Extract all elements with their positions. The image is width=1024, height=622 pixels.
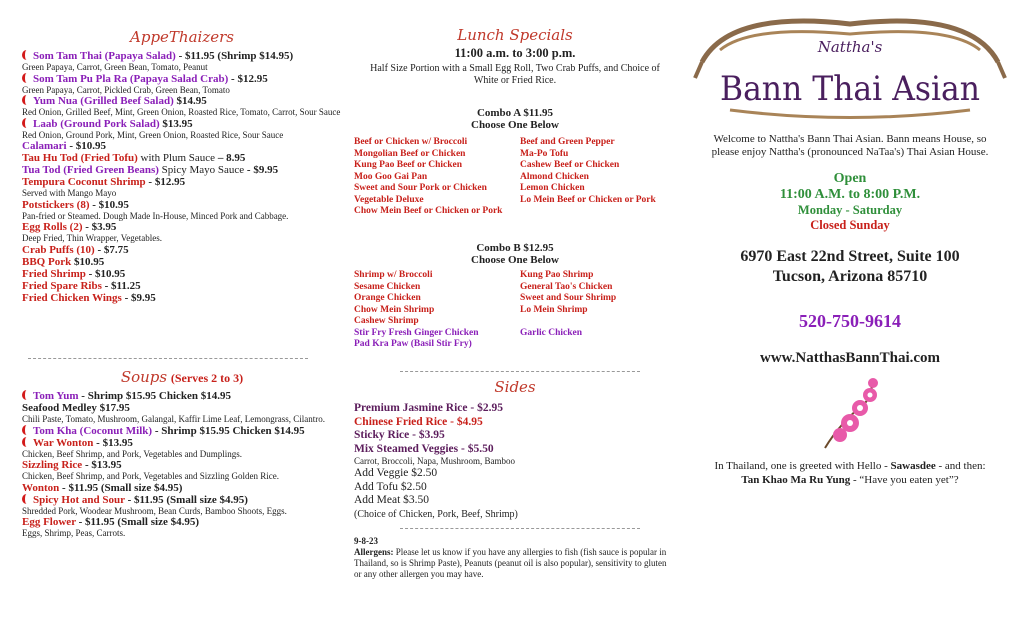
soups-section [22, 368, 342, 539]
appetizer-item [22, 140, 342, 152]
soup-item [22, 425, 342, 437]
combo-item: Beef or Chicken w/ Broccoli [354, 137, 468, 147]
appetizer-item [22, 73, 342, 85]
soup-desc: Chicken, Beef Shrimp, and Pork, Vegetables and Sizzling Golden Rice. [22, 471, 280, 481]
appetizer-name: Tau Hu Tod (Fried Tofu) [22, 152, 138, 164]
sides-section [350, 378, 680, 521]
soup-desc: Chili Paste, Tomato, Mushroom, Galangal, Kaffir Lime Leaf, Lemongrass, Cilantro. [22, 414, 325, 424]
appetizer-price: - $10.95 [66, 140, 107, 152]
appetizer-name: Tua Tod (Fried Green Beans) [22, 164, 159, 176]
logo-name-text: Bann Thai Asian [720, 69, 980, 109]
combo-item: Lemon Chicken [520, 183, 585, 193]
combo-a-title: Combo A $11.95 [476, 107, 554, 119]
appetizer-item [22, 268, 342, 280]
soups-serves: (Serves 2 to 3) [170, 371, 244, 385]
appetizer-price: - $10.95 [89, 198, 129, 211]
side-item: Add Meat $3.50 [354, 494, 430, 506]
appetizer-name: BBQ Pork [22, 255, 72, 268]
appetizer-price: - $9.95 [121, 291, 156, 304]
open-hours: 11:00 A.M. to 8:00 P.M. [779, 187, 921, 202]
open-label: Open [833, 171, 867, 186]
soup-item [22, 402, 342, 414]
combo-item: Shrimp w/ Broccoli [354, 270, 433, 280]
lunch-column [350, 0, 680, 131]
welcome-text: Welcome to Nattha's Bann Thai Asian. Bann means House, so please enjoy Nattha's (pronounced NaTaa's) Thai Asian House. [711, 133, 989, 158]
open-days: Monday - Saturday [797, 203, 903, 217]
combo-item: Sweet and Sour Pork or Chicken [354, 183, 487, 193]
appetizer-price: - $12.95 [228, 72, 268, 85]
soup-price: - Shrimp $15.95 Chicken $14.95 [152, 424, 305, 437]
greeting-part-2: - and then: [935, 460, 986, 472]
appetizer-name: Tempura Coconut Shrimp [22, 176, 146, 188]
divider [400, 371, 640, 372]
sides-title: Sides [494, 378, 536, 396]
closed-day: Closed Sunday [810, 218, 890, 232]
appetizer-item [22, 118, 342, 130]
appetizer-name: Yum Nua (Grilled Beef Salad) [33, 95, 174, 107]
soup-price: - $13.95 [82, 459, 122, 471]
chili-icon [22, 437, 31, 447]
soup-name: Egg Flower [22, 516, 76, 528]
appetizer-name: Laab (Ground Pork Salad) [33, 117, 160, 130]
combo-item: Lo Mein Beef or Chicken or Pork [520, 194, 656, 205]
address-line-2: Tucson, Arizona 85710 [772, 268, 928, 285]
appetizer-extra: Spicy Mayo Sauce [158, 164, 245, 176]
chili-icon [22, 494, 31, 504]
divider [400, 528, 640, 529]
side-item: Add Tofu $2.50 [354, 480, 427, 493]
appetizer-price: - $7.75 [94, 243, 129, 256]
appetizer-price: - $10.95 [85, 267, 126, 280]
appetizer-price: $13.95 [159, 117, 193, 130]
info-column [690, 0, 1010, 487]
side-item: Premium Jasmine Rice - $2.95 [354, 402, 503, 414]
combo-item: Cashew Beef or Chicken [520, 160, 620, 170]
lunch-desc: Half Size Portion with a Small Egg Roll, Two Crab Puffs, and Choice of White or Fried Rice. [370, 63, 660, 86]
soup-name: Tom Kha (Coconut Milk) [33, 424, 153, 437]
combo-item: Orange Chicken [354, 293, 421, 303]
greeting-part-1: In Thailand, one is greeted with Hello - [714, 460, 891, 472]
appetizer-desc: Pan-fried or Steamed. Dough Made In-House, Minced Pork and Cabbage. [22, 210, 289, 221]
orchid-icon [690, 373, 1010, 453]
appetizer-item [22, 176, 342, 188]
appetizer-name: Som Tam Thai (Papaya Salad) [33, 50, 176, 62]
soup-item [22, 437, 342, 449]
appetizers-column [22, 0, 342, 304]
combo-b-left-list [354, 270, 479, 351]
allergen-section [354, 536, 672, 580]
appetizer-price: - $11.25 [101, 279, 141, 292]
soup-item [22, 516, 342, 528]
soup-name: Tom Yum [33, 390, 79, 402]
thai-phrase: Tan Khao Ma Ru Yung [741, 474, 851, 486]
appetizers-list [22, 50, 342, 304]
side-item: Carrot, Broccoli, Napa, Mushroom, Bamboo [354, 456, 515, 466]
appetizer-item [22, 280, 342, 292]
soups-title: Soups [120, 368, 168, 386]
combo-item: Garlic Chicken [520, 327, 583, 338]
appetizer-name: Crab Puffs (10) [22, 243, 95, 256]
combo-b-header [350, 242, 680, 266]
combo-item: General Tao's Chicken [520, 281, 613, 292]
appetizer-desc: Red Onion, Ground Pork, Mint, Green Onion, Roasted Rice, Sour Sauce [22, 129, 284, 140]
appetizer-name: Potstickers (8) [22, 198, 90, 211]
greeting-word: Sawasdee [890, 460, 936, 472]
combo-a-left-list [354, 137, 502, 218]
appetizer-name: Fried Spare Ribs [22, 279, 102, 292]
appetizer-item [22, 152, 342, 164]
combo-item: Kung Pao Beef or Chicken [354, 160, 463, 170]
appetizer-item [22, 221, 342, 233]
soup-price: - $11.95 (Small size $4.95) [75, 516, 200, 528]
appetizer-desc: Deep Fried, Thin Wrapper, Vegetables. [22, 233, 162, 243]
combo-item: Ma-Po Tofu [520, 148, 569, 159]
chili-icon [22, 50, 31, 60]
soup-desc: Eggs, Shrimp, Peas, Carrots. [22, 528, 126, 538]
lunch-hours: 11:00 a.m. to 3:00 p.m. [454, 46, 576, 60]
soup-name: War Wonton [33, 436, 94, 449]
website-link[interactable]: www.NatthasBannThai.com [759, 350, 941, 366]
appetizer-price: - $3.95 [82, 221, 117, 233]
soups-list [22, 390, 342, 539]
appetizer-desc: Green Papaya, Carrot, Green Bean, Tomato, Peanut [22, 62, 208, 72]
appetizer-price: - $9.95 [244, 164, 279, 176]
appetizer-name: Som Tam Pu Pla Ra (Papaya Salad Crab) [33, 72, 229, 85]
combo-item: Sesame Chicken [354, 281, 421, 292]
appetizer-desc: Red Onion, Grilled Beef, Mint, Green Onion, Roasted Rice, Tomato, Carrot, Sour Sauce [22, 107, 341, 117]
logo [690, 0, 1010, 125]
divider [28, 358, 308, 359]
soup-name: Seafood Medley $17.95 [22, 402, 130, 414]
chili-icon [22, 73, 31, 83]
combo-item: Chow Mein Shrimp [354, 304, 435, 315]
soup-item [22, 390, 342, 402]
side-item: Mix Steamed Veggies - $5.50 [354, 442, 494, 455]
combo-item: Pad Kra Paw (Basil Stir Fry) [354, 339, 472, 349]
appetizer-price: $10.95 [71, 255, 105, 268]
phone-number[interactable]: 520-750-9614 [799, 311, 901, 331]
greeting [690, 459, 1010, 487]
combo-a-right-list [520, 137, 656, 206]
appetizer-item [22, 292, 342, 304]
combo-item: Moo Goo Gai Pan [354, 171, 428, 182]
chili-icon [22, 118, 31, 128]
side-item: Sticky Rice - $3.95 [354, 429, 445, 441]
soup-name: Sizzling Rice [22, 459, 83, 471]
soup-desc: Shredded Pork, Woodear Mushroom, Bean Curds, Bamboo Shoots, Eggs. [22, 505, 287, 516]
combo-item: Chow Mein Beef or Chicken or Pork [354, 206, 503, 216]
address-line-1: 6970 East 22nd Street, Suite 100 [740, 248, 960, 265]
combo-item: Mongolian Beef or Chicken [354, 148, 466, 159]
soups-heading [22, 368, 342, 387]
soup-desc: Chicken, Beef Shrimp, and Pork, Vegetables and Dumplings. [22, 448, 243, 459]
appetizer-desc: Served with Mango Mayo [22, 188, 117, 198]
appetizer-name: Fried Chicken Wings [22, 291, 122, 304]
combo-item: Kung Pao Shrimp [520, 270, 594, 280]
appetizer-item [22, 199, 342, 211]
menu-date: 9-8-23 [354, 536, 378, 546]
appetizer-name: Calamari [22, 140, 67, 152]
appetizer-item [22, 95, 342, 107]
lunch-title: Lunch Specials [457, 26, 573, 44]
combo-item: Sweet and Sour Shrimp [520, 293, 617, 303]
chili-icon [22, 95, 31, 105]
appetizer-item [22, 256, 342, 268]
chili-icon [22, 425, 31, 435]
soup-name: Wonton [22, 481, 60, 494]
allergen-text: Please let us know if you have any allergies to fish (fish sauce is popular in Thailand, so is Shrimp Paste), Peanuts (peanut oil is also popular), sensitivity to gluten or any other allergen you may have. [354, 547, 667, 579]
sides-list [354, 402, 680, 521]
soup-item [22, 482, 342, 494]
logo-roof-left [695, 62, 702, 78]
combo-item [520, 316, 616, 328]
soup-item [22, 459, 342, 471]
soup-item [22, 494, 342, 506]
appetizer-name: Egg Rolls (2) [22, 221, 83, 233]
appetizer-price: $14.95 [173, 95, 207, 107]
appetizer-extra: with Plum Sauce [137, 152, 216, 164]
appetizer-item [22, 50, 342, 62]
appetizer-item [22, 244, 342, 256]
soup-price: - $11.95 (Small size $4.95) [59, 481, 183, 494]
combo-item: Stir Fry Fresh Ginger Chicken [354, 327, 479, 338]
chili-icon [22, 390, 31, 400]
combo-item: Almond Chicken [520, 171, 589, 182]
appetizer-price: - $12.95 [145, 176, 186, 188]
appetizer-price: – 8.95 [215, 152, 246, 164]
combo-b-right-list [520, 270, 616, 339]
thai-phrase-translation: - “Have you eaten yet”? [850, 474, 959, 486]
logo-underline [730, 110, 970, 118]
soup-price: - $13.95 [93, 436, 133, 449]
side-item: Add Veggie $2.50 [354, 467, 438, 479]
side-item: (Choice of Chicken, Pork, Beef, Shrimp) [354, 508, 518, 520]
side-item: Chinese Fried Rice - $4.95 [354, 415, 483, 428]
appetizer-name: Fried Shrimp [22, 267, 86, 280]
combo-item: Beef and Green Pepper [520, 137, 615, 147]
soup-price: - $11.95 (Small size $4.95) [124, 493, 248, 506]
appetizers-title: AppeThaizers [130, 28, 234, 46]
allergen-label: Allergens: [354, 547, 394, 557]
combo-b-title: Combo B $12.95 [476, 242, 554, 254]
soup-name: Spicy Hot and Sour [33, 493, 125, 506]
combo-item: Cashew Shrimp [354, 316, 419, 326]
combo-a-choose: Choose One Below [471, 119, 559, 131]
combo-item: Lo Mein Shrimp [520, 304, 588, 315]
allergen-note [354, 547, 672, 580]
appetizer-desc: Green Papaya, Carrot, Pickled Crab, Green Bean, Tomato [22, 84, 230, 95]
soup-price: - Shrimp $15.95 Chicken $14.95 [78, 390, 232, 402]
combo-b-choose: Choose One Below [471, 254, 559, 266]
logo-top-text: Nattha's [817, 38, 883, 56]
combo-item: Vegetable Deluxe [354, 194, 424, 205]
logo-roof-right [998, 62, 1005, 78]
appetizer-item [22, 164, 342, 176]
appetizer-price: - $11.95 (Shrimp $14.95) [175, 50, 294, 62]
